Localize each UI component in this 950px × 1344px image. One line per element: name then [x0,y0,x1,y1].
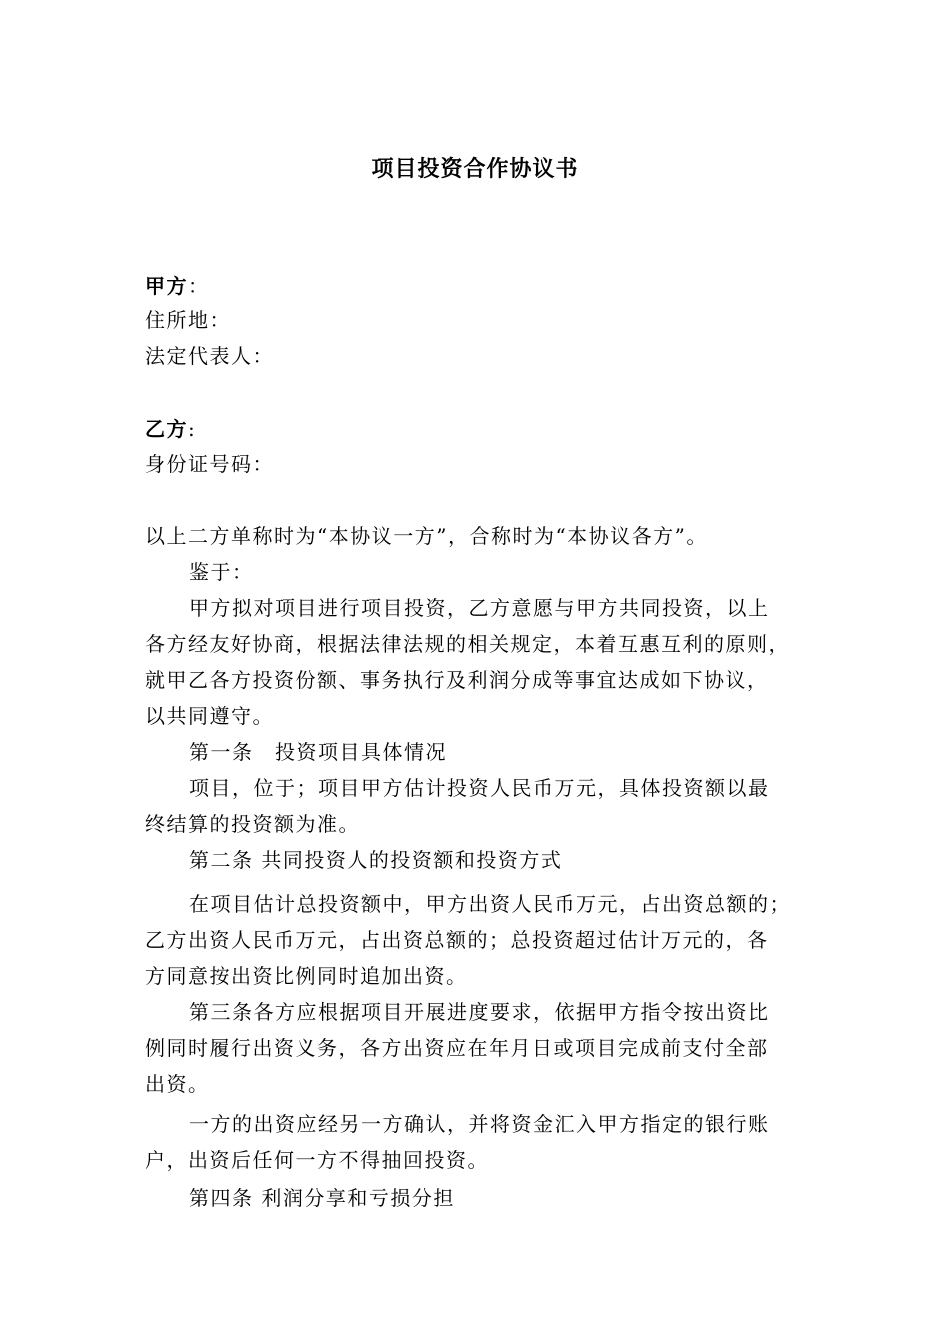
party-a-label: 甲方 [145,274,188,298]
body-line: 在项目估计总投资额中，甲方出资人民币万元，占出资总额的； [189,892,791,916]
party-a-address: 住所地： [145,308,231,332]
article-4-heading: 第四条 利润分享和亏损分担 [189,1186,455,1210]
party-a-heading [145,268,210,304]
body-line: 户，出资后任何一方不得抽回投资。 [145,1148,489,1172]
body-line: 终结算的投资额为准。 [145,812,360,836]
party-b-id-number: 身份证号码： [145,452,274,476]
party-naming-clause: 以上二方单称时为“本协议一方”，合称时为“本协议各方”。 [145,524,708,548]
party-a-legal-rep: 法定代表人： [145,344,274,368]
party-a-colon: ： [188,274,210,298]
body-line: 甲方拟对项目进行项目投资，乙方意愿与甲方共同投资，以上 [189,596,770,620]
party-b-heading [145,411,196,447]
body-line: 就甲乙各方投资份额、事务执行及利润分成等事宜达成如下协议， [145,668,769,692]
body-line: 出资。 [145,1072,210,1096]
body-line: 以共同遵守。 [145,704,274,728]
body-line: 方同意按出资比例同时追加出资。 [145,964,468,988]
body-line: 项目，位于；项目甲方估计投资人民币万元，具体投资额以最 [189,776,770,800]
article-1-heading: 第一条 投资项目具体情况 [189,740,447,764]
body-line: 乙方出资人民币万元，占出资总额的；总投资超过估计万元的，各 [145,928,769,952]
whereas-heading: 鉴于： [189,560,254,584]
body-line: 一方的出资应经另一方确认，并将资金汇入甲方指定的银行账 [189,1112,770,1136]
document-title: 项目投资合作协议书 [371,157,579,182]
body-line: 各方经友好协商，根据法律法规的相关规定，本着互惠互利的原则， [145,632,790,656]
party-b-label: 乙方 [145,417,188,441]
party-b-colon: : [188,417,197,441]
body-line: 例同时履行出资义务，各方出资应在年月日或项目完成前支付全部 [145,1036,769,1060]
article-2-heading: 第二条 共同投资人的投资额和投资方式 [189,848,563,872]
article-3-line: 第三条各方应根据项目开展进度要求，依据甲方指令按出资比 [189,1000,770,1024]
